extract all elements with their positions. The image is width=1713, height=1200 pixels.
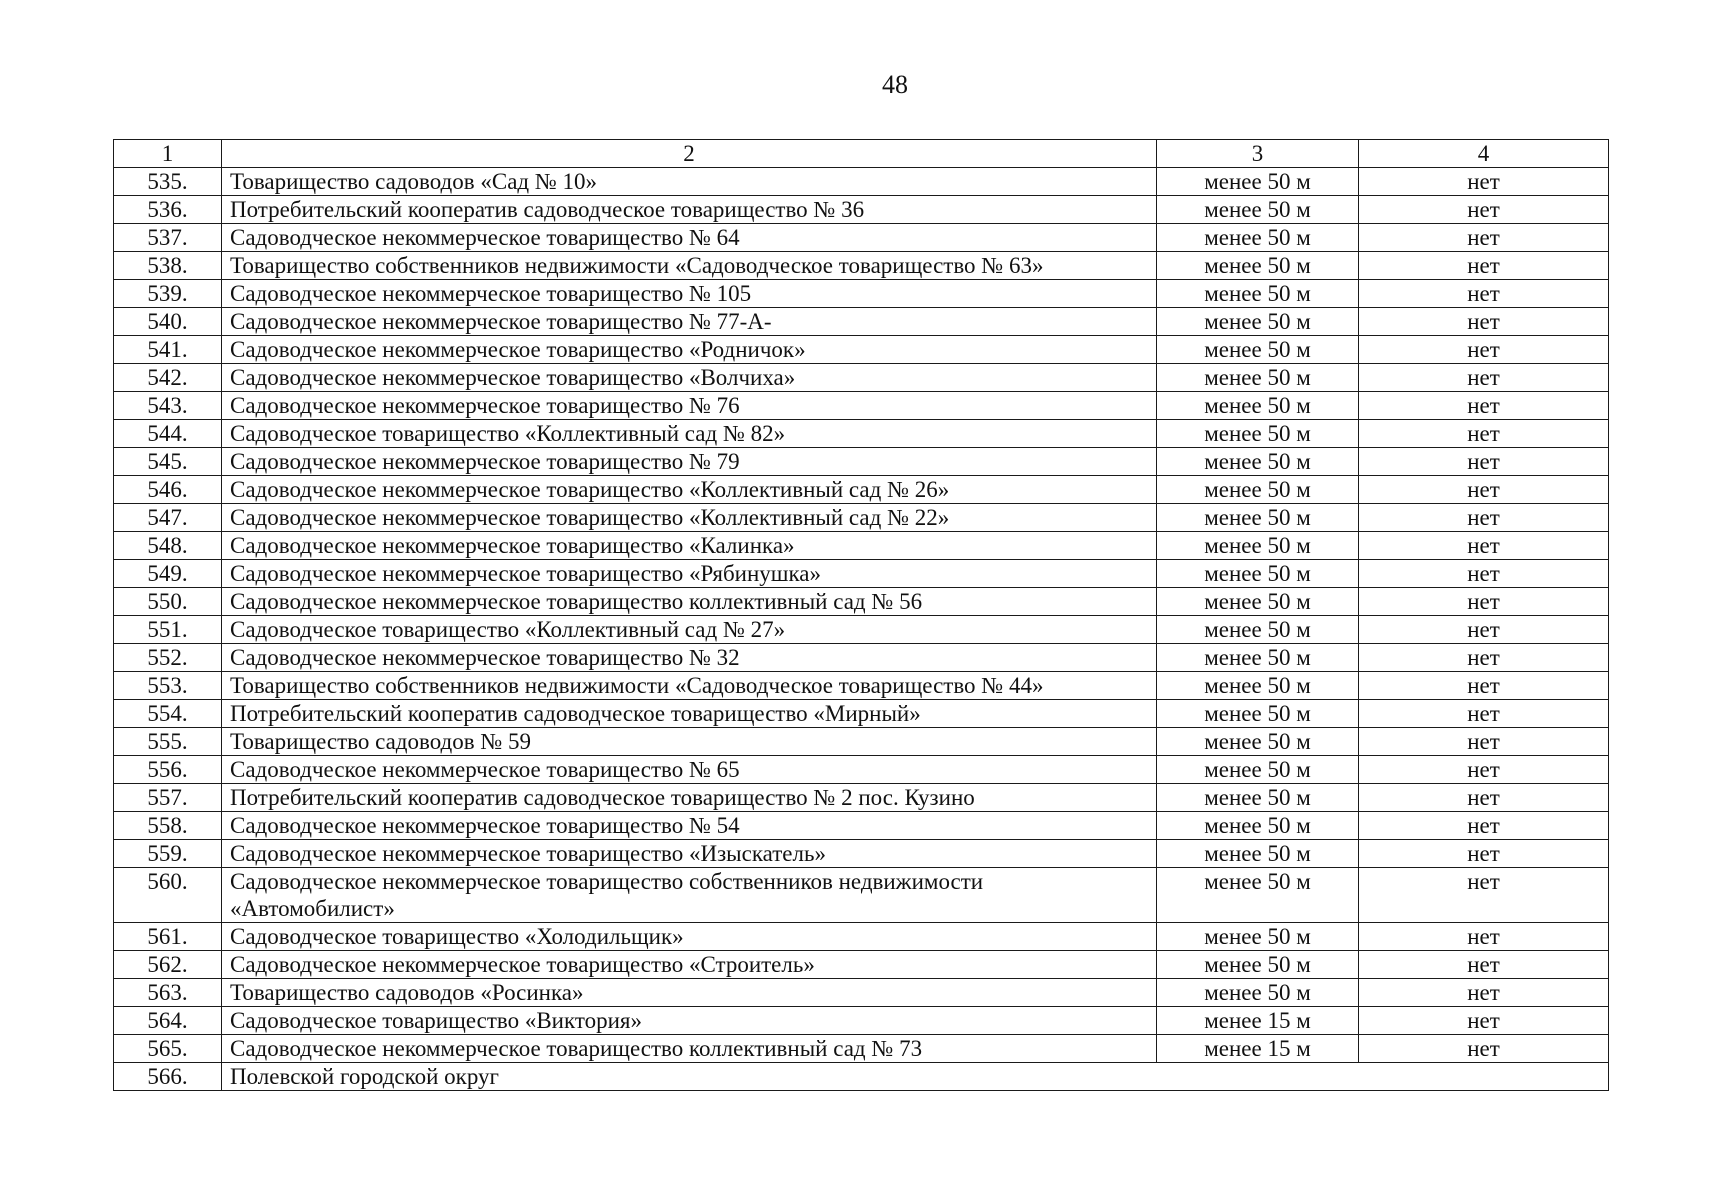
flag-value: нет bbox=[1359, 728, 1609, 756]
row-number: 540. bbox=[114, 308, 222, 336]
table-row bbox=[114, 532, 1609, 560]
table-row bbox=[114, 392, 1609, 420]
flag-value: нет bbox=[1359, 504, 1609, 532]
flag-value: нет bbox=[1359, 308, 1609, 336]
row-number: 555. bbox=[114, 728, 222, 756]
flag-value: нет bbox=[1359, 1007, 1609, 1035]
organization-name: Товарищество собственников недвижимости «Садоводческое товарищество № 63» bbox=[222, 252, 1157, 280]
table-row bbox=[114, 364, 1609, 392]
column-header-1: 1 bbox=[114, 140, 222, 168]
distance-value: менее 50 м bbox=[1157, 700, 1359, 728]
organization-name: Потребительский кооператив садоводческое товарищество № 36 bbox=[222, 196, 1157, 224]
organization-name: Садоводческое некоммерческое товарищество «Строитель» bbox=[222, 951, 1157, 979]
distance-value: менее 50 м bbox=[1157, 951, 1359, 979]
organization-name: Товарищество садоводов «Сад № 10» bbox=[222, 168, 1157, 196]
distance-value: менее 50 м bbox=[1157, 560, 1359, 588]
organization-name: Садоводческое товарищество «Коллективный сад № 82» bbox=[222, 420, 1157, 448]
table-row bbox=[114, 448, 1609, 476]
row-number: 565. bbox=[114, 1035, 222, 1063]
flag-value: нет bbox=[1359, 560, 1609, 588]
flag-value: нет bbox=[1359, 784, 1609, 812]
flag-value: нет bbox=[1359, 280, 1609, 308]
row-number: 541. bbox=[114, 336, 222, 364]
organization-name: Садоводческое некоммерческое товарищество № 76 bbox=[222, 392, 1157, 420]
flag-value: нет bbox=[1359, 923, 1609, 951]
row-number: 564. bbox=[114, 1007, 222, 1035]
table-row bbox=[114, 252, 1609, 280]
table-row bbox=[114, 840, 1609, 868]
row-number: 544. bbox=[114, 420, 222, 448]
flag-value: нет bbox=[1359, 756, 1609, 784]
table-row bbox=[114, 196, 1609, 224]
row-number: 545. bbox=[114, 448, 222, 476]
organization-name: Товарищество садоводов «Росинка» bbox=[222, 979, 1157, 1007]
organization-name: Садоводческое некоммерческое товарищество № 64 bbox=[222, 224, 1157, 252]
organization-name: Товарищество садоводов № 59 bbox=[222, 728, 1157, 756]
table-row bbox=[114, 644, 1609, 672]
distance-value: менее 15 м bbox=[1157, 1035, 1359, 1063]
column-header-4: 4 bbox=[1359, 140, 1609, 168]
row-number: 543. bbox=[114, 392, 222, 420]
row-number: 562. bbox=[114, 951, 222, 979]
distance-value: менее 50 м bbox=[1157, 616, 1359, 644]
row-number: 542. bbox=[114, 364, 222, 392]
distance-value: менее 50 м bbox=[1157, 392, 1359, 420]
organization-name: Садоводческое некоммерческое товарищество № 54 bbox=[222, 812, 1157, 840]
organization-name: Садоводческое некоммерческое товарищество № 79 bbox=[222, 448, 1157, 476]
row-number: 535. bbox=[114, 168, 222, 196]
row-number: 560. bbox=[114, 868, 222, 923]
organization-name: Садоводческое товарищество «Виктория» bbox=[222, 1007, 1157, 1035]
table-row bbox=[114, 168, 1609, 196]
row-number: 538. bbox=[114, 252, 222, 280]
table-row bbox=[114, 476, 1609, 504]
distance-value: менее 50 м bbox=[1157, 336, 1359, 364]
row-number: 557. bbox=[114, 784, 222, 812]
flag-value: нет bbox=[1359, 336, 1609, 364]
table-row bbox=[114, 812, 1609, 840]
distance-value: менее 50 м bbox=[1157, 280, 1359, 308]
table-row bbox=[114, 280, 1609, 308]
row-number: 546. bbox=[114, 476, 222, 504]
row-number: 551. bbox=[114, 616, 222, 644]
table-row bbox=[114, 784, 1609, 812]
registry-table bbox=[113, 139, 1609, 1091]
distance-value: менее 50 м bbox=[1157, 979, 1359, 1007]
column-header-2: 2 bbox=[222, 140, 1157, 168]
distance-value: менее 50 м bbox=[1157, 588, 1359, 616]
flag-value: нет bbox=[1359, 252, 1609, 280]
flag-value: нет bbox=[1359, 812, 1609, 840]
organization-name: Садоводческое некоммерческое товарищество коллективный сад № 56 bbox=[222, 588, 1157, 616]
flag-value: нет bbox=[1359, 979, 1609, 1007]
distance-value: менее 50 м bbox=[1157, 168, 1359, 196]
table-header-row bbox=[114, 140, 1609, 168]
row-number: 559. bbox=[114, 840, 222, 868]
organization-name: Садоводческое некоммерческое товарищество «Рябинушка» bbox=[222, 560, 1157, 588]
organization-name: Садоводческое некоммерческое товарищество № 105 bbox=[222, 280, 1157, 308]
table-row bbox=[114, 700, 1609, 728]
flag-value: нет bbox=[1359, 951, 1609, 979]
table-row bbox=[114, 504, 1609, 532]
table-row bbox=[114, 308, 1609, 336]
row-number: 554. bbox=[114, 700, 222, 728]
table-row bbox=[114, 1007, 1609, 1035]
distance-value: менее 50 м bbox=[1157, 868, 1359, 923]
row-number: 558. bbox=[114, 812, 222, 840]
distance-value: менее 50 м bbox=[1157, 644, 1359, 672]
flag-value: нет bbox=[1359, 476, 1609, 504]
flag-value: нет bbox=[1359, 840, 1609, 868]
flag-value: нет bbox=[1359, 868, 1609, 923]
table-row bbox=[114, 951, 1609, 979]
distance-value: менее 50 м bbox=[1157, 252, 1359, 280]
organization-name: Потребительский кооператив садоводческое товарищество «Мирный» bbox=[222, 700, 1157, 728]
table-row bbox=[114, 420, 1609, 448]
table-row bbox=[114, 728, 1609, 756]
flag-value: нет bbox=[1359, 364, 1609, 392]
organization-name: Садоводческое некоммерческое товарищество «Изыскатель» bbox=[222, 840, 1157, 868]
row-number: 549. bbox=[114, 560, 222, 588]
distance-value: менее 50 м bbox=[1157, 308, 1359, 336]
page-number: 48 bbox=[882, 70, 908, 99]
row-number: 561. bbox=[114, 923, 222, 951]
table-row bbox=[114, 868, 1609, 923]
table-row bbox=[114, 672, 1609, 700]
distance-value: менее 50 м bbox=[1157, 756, 1359, 784]
distance-value: менее 50 м bbox=[1157, 532, 1359, 560]
flag-value: нет bbox=[1359, 448, 1609, 476]
distance-value: менее 15 м bbox=[1157, 1007, 1359, 1035]
organization-name: Садоводческое товарищество «Коллективный сад № 27» bbox=[222, 616, 1157, 644]
table-row bbox=[114, 756, 1609, 784]
row-number: 547. bbox=[114, 504, 222, 532]
organization-name: Садоводческое некоммерческое товарищество «Родничок» bbox=[222, 336, 1157, 364]
row-number: 548. bbox=[114, 532, 222, 560]
table-body bbox=[114, 140, 1609, 1091]
organization-name: Садоводческое некоммерческое товарищество «Калинка» bbox=[222, 532, 1157, 560]
organization-name: Садоводческое некоммерческое товарищество «Коллективный сад № 22» bbox=[222, 504, 1157, 532]
flag-value: нет bbox=[1359, 392, 1609, 420]
flag-value: нет bbox=[1359, 616, 1609, 644]
flag-value: нет bbox=[1359, 644, 1609, 672]
flag-value: нет bbox=[1359, 588, 1609, 616]
flag-value: нет bbox=[1359, 196, 1609, 224]
distance-value: менее 50 м bbox=[1157, 784, 1359, 812]
organization-name: Товарищество собственников недвижимости «Садоводческое товарищество № 44» bbox=[222, 672, 1157, 700]
flag-value: нет bbox=[1359, 420, 1609, 448]
flag-value: нет bbox=[1359, 532, 1609, 560]
organization-name: Садоводческое некоммерческое товарищество № 77-А- bbox=[222, 308, 1157, 336]
distance-value: менее 50 м bbox=[1157, 923, 1359, 951]
distance-value: менее 50 м bbox=[1157, 840, 1359, 868]
row-number: 563. bbox=[114, 979, 222, 1007]
distance-value: менее 50 м bbox=[1157, 364, 1359, 392]
distance-value: менее 50 м bbox=[1157, 504, 1359, 532]
flag-value: нет bbox=[1359, 1035, 1609, 1063]
flag-value: нет bbox=[1359, 700, 1609, 728]
organization-name: Садоводческое некоммерческое товарищество № 32 bbox=[222, 644, 1157, 672]
flag-value: нет bbox=[1359, 168, 1609, 196]
distance-value: менее 50 м bbox=[1157, 420, 1359, 448]
row-number: 539. bbox=[114, 280, 222, 308]
organization-name: Потребительский кооператив садоводческое товарищество № 2 пос. Кузино bbox=[222, 784, 1157, 812]
organization-name: Садоводческое некоммерческое товарищество коллективный сад № 73 bbox=[222, 1035, 1157, 1063]
row-number: 550. bbox=[114, 588, 222, 616]
distance-value: менее 50 м bbox=[1157, 672, 1359, 700]
row-number: 553. bbox=[114, 672, 222, 700]
flag-value: нет bbox=[1359, 672, 1609, 700]
row-number: 556. bbox=[114, 756, 222, 784]
table-row bbox=[114, 224, 1609, 252]
distance-value: менее 50 м bbox=[1157, 728, 1359, 756]
table-row bbox=[114, 1035, 1609, 1063]
table-row bbox=[114, 588, 1609, 616]
distance-value: менее 50 м bbox=[1157, 224, 1359, 252]
distance-value: менее 50 м bbox=[1157, 448, 1359, 476]
row-number: 566. bbox=[114, 1063, 222, 1091]
row-number: 537. bbox=[114, 224, 222, 252]
distance-value: менее 50 м bbox=[1157, 812, 1359, 840]
column-header-3: 3 bbox=[1157, 140, 1359, 168]
section-row bbox=[114, 1063, 1609, 1091]
distance-value: менее 50 м bbox=[1157, 476, 1359, 504]
table-row bbox=[114, 336, 1609, 364]
organization-name: Садоводческое некоммерческое товарищество «Волчиха» bbox=[222, 364, 1157, 392]
organization-name: Садоводческое некоммерческое товарищество № 65 bbox=[222, 756, 1157, 784]
organization-name: Садоводческое некоммерческое товарищество собственников недвижимости «Автомобилист» bbox=[222, 868, 1157, 923]
organization-name: Садоводческое товарищество «Холодильщик» bbox=[222, 923, 1157, 951]
table-row bbox=[114, 560, 1609, 588]
table-row bbox=[114, 616, 1609, 644]
flag-value: нет bbox=[1359, 224, 1609, 252]
row-number: 552. bbox=[114, 644, 222, 672]
section-title: Полевской городской округ bbox=[222, 1063, 1609, 1091]
table-row bbox=[114, 979, 1609, 1007]
table-row bbox=[114, 923, 1609, 951]
organization-name: Садоводческое некоммерческое товарищество «Коллективный сад № 26» bbox=[222, 476, 1157, 504]
distance-value: менее 50 м bbox=[1157, 196, 1359, 224]
row-number: 536. bbox=[114, 196, 222, 224]
